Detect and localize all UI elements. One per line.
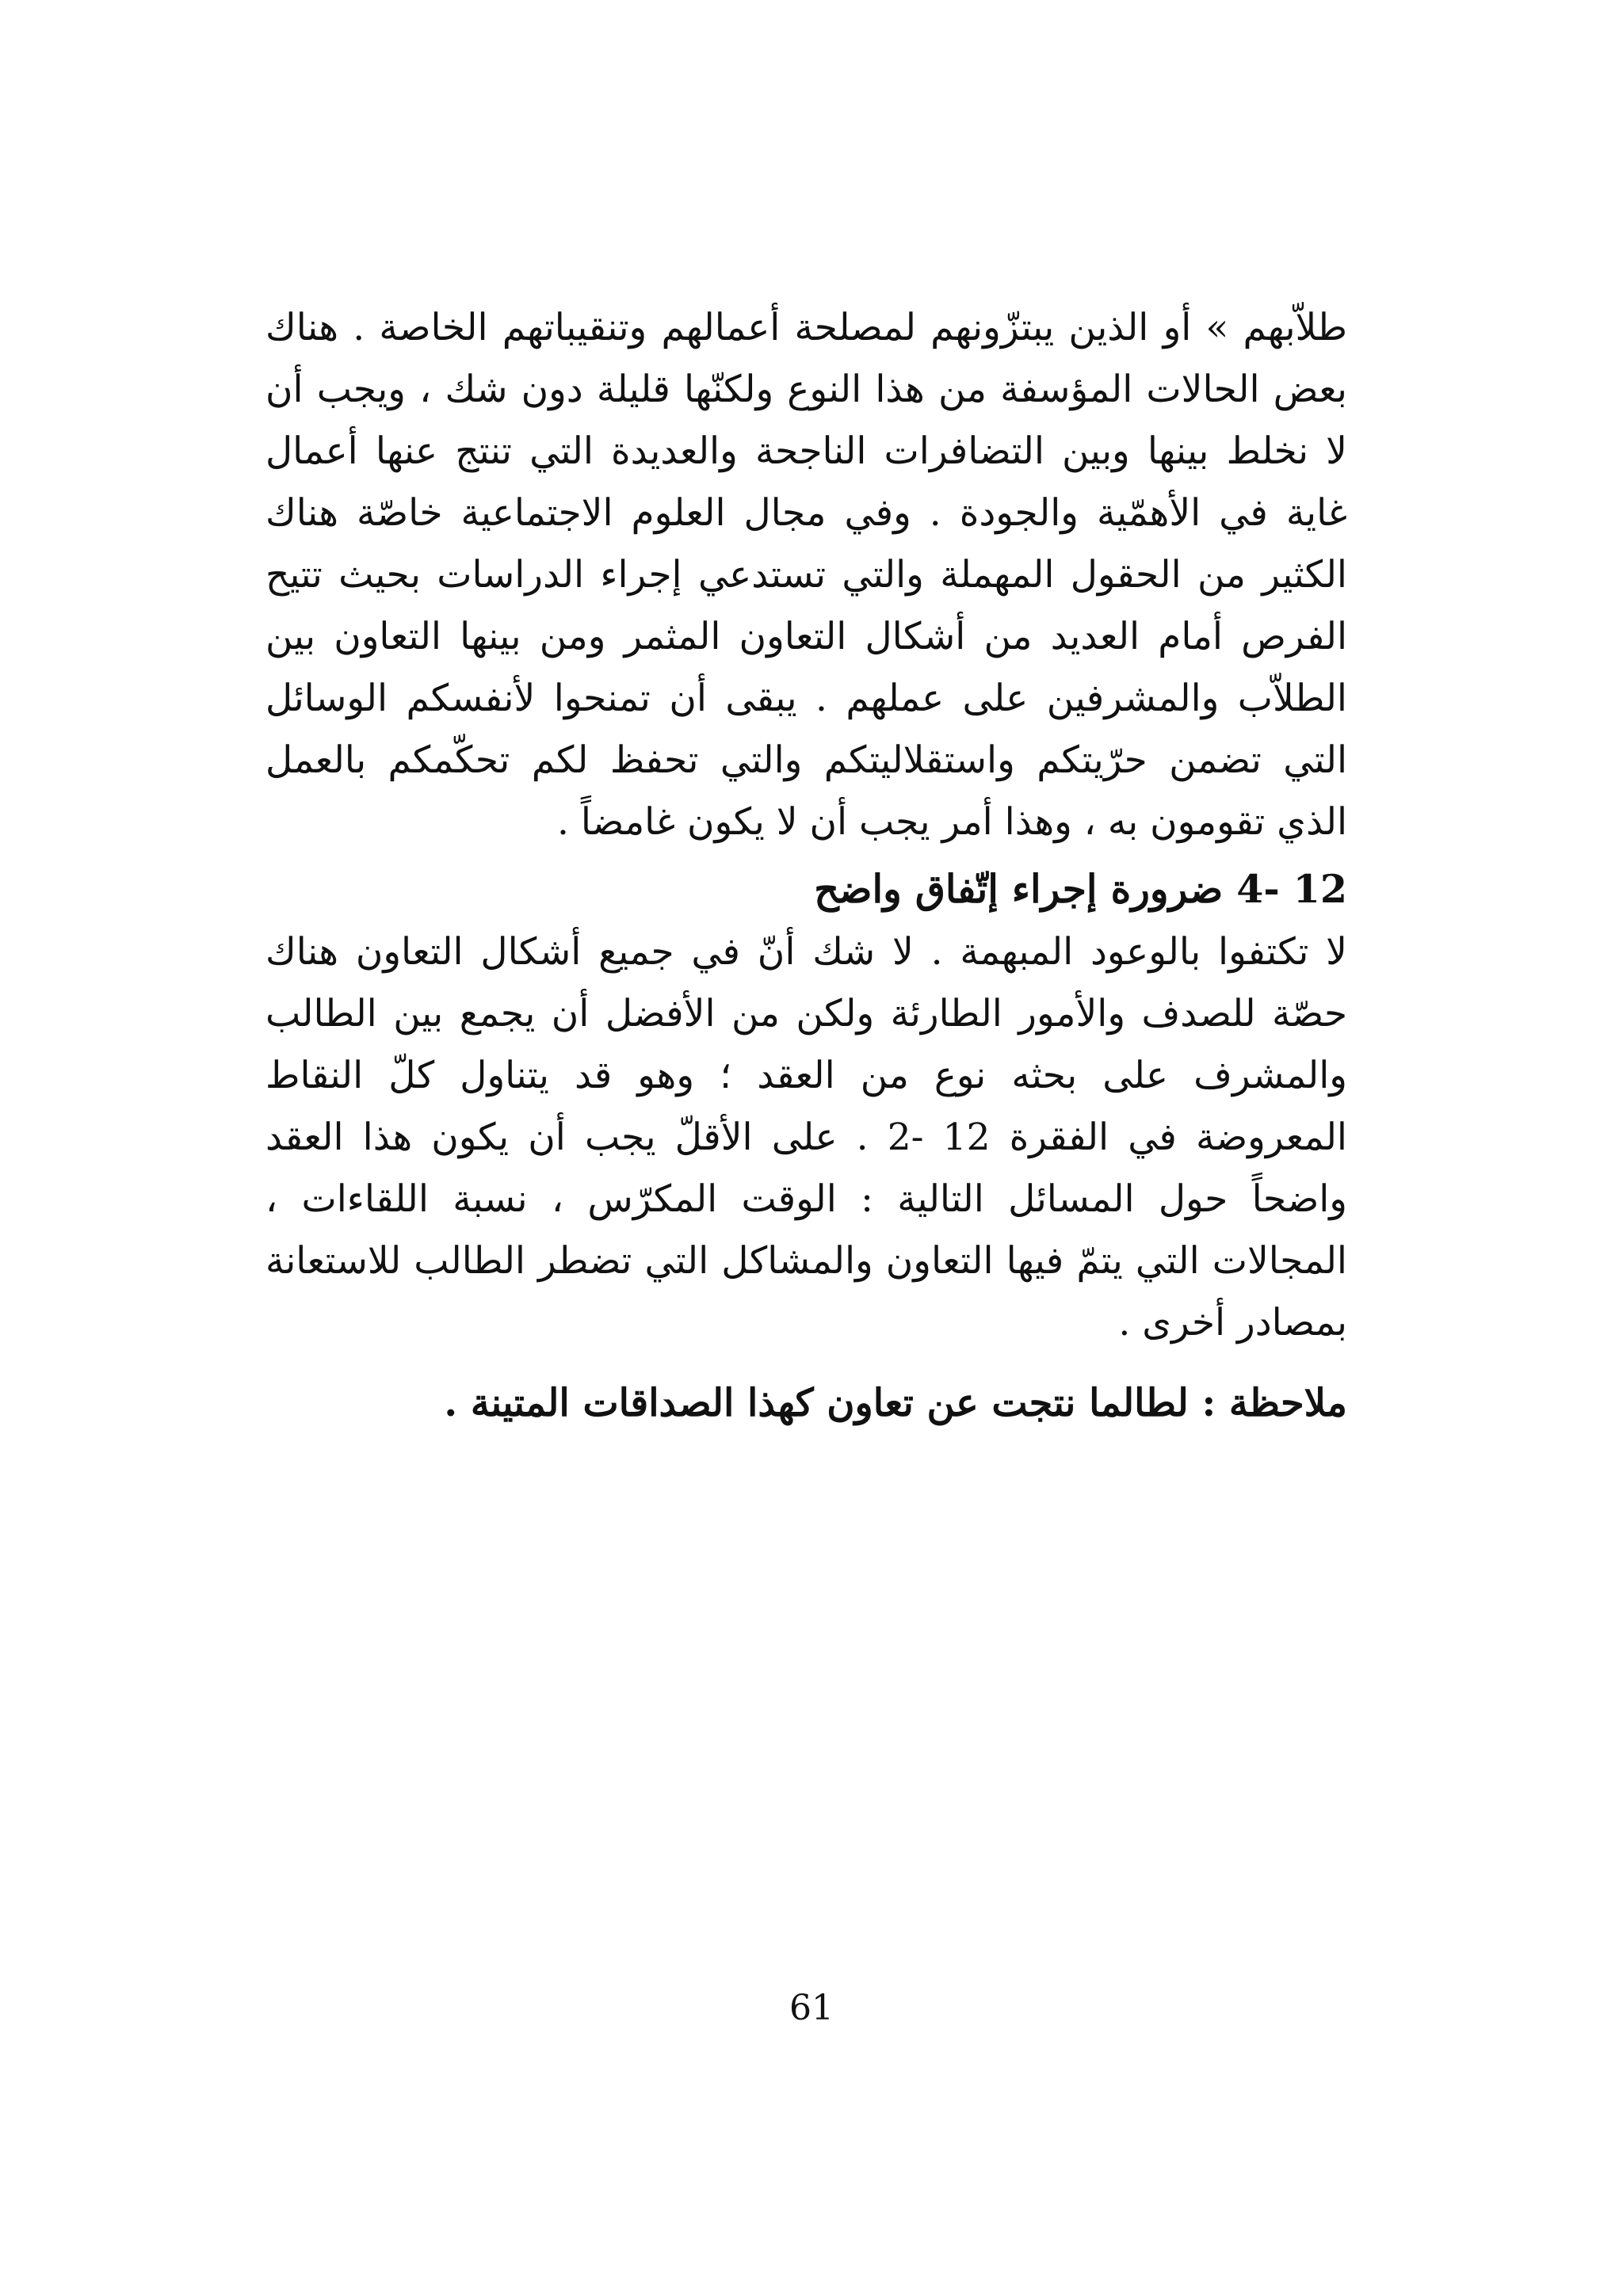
paragraph-1: طلاّبهم » أو الذين يبتزّونهم لمصلحة أعمالهم وتنقيباتهم الخاصة . هناك بعض الحالات المؤسفة من هذا النوع ولكنّها قليلة دون شك ، ويجب أن لا نخلط بينها وبين التضافرات الناجحة والعديدة التي تنتج عنها أعمال غاية في الأهمّية والجودة . وفي مجال العلوم الاجتماعية خاصّة هناك الكثير من الحقول المهملة والتي تستدعي إجراء الدراسات بحيث تتيح الفرص أمام العديد من أشكال التعاون المثمر ومن بينها التعاون بين الطلاّب والمشرفين على عملهم . يبقى أن تمنحوا لأنفسكم الوسائل التي تضمن حرّيتكم واستقلاليتكم والتي تحفظ لكم تحكّمكم بالعمل الذي تقومون به ، وهذا أمر يجب أن لا يكون غامضاً . bbox=[265, 306, 1347, 844]
paragraph-2: لا تكتفوا بالوعود المبهمة . لا شك أنّ في جميع أشكال التعاون هناك حصّة للصدف والأمور الطارئة ولكن من الأفضل أن يجمع بين الطالب والمشرف على بحثه نوع من العقد ؛ وهو قد يتناول كلّ النقاط المعروضة في الفقرة 12 -2 . على الأقلّ يجب أن يكون هذا العقد واضحاً حول المسائل التالية : الوقت المكرّس ، نسبة اللقاءات ، المجالات التي يتمّ فيها التعاون والمشاكل التي تضطر الطالب للاستعانة بمصادر أخرى . bbox=[265, 930, 1347, 1344]
section-heading: 12 -4 ضرورة إجراء إتّفاق واضح bbox=[814, 866, 1347, 912]
note-line: ملاحظة : لطالما نتجت عن تعاون كهذا الصداقات المتينة . bbox=[444, 1381, 1347, 1425]
page-number: 61 bbox=[789, 1988, 834, 2028]
page-body bbox=[265, 297, 1347, 1435]
